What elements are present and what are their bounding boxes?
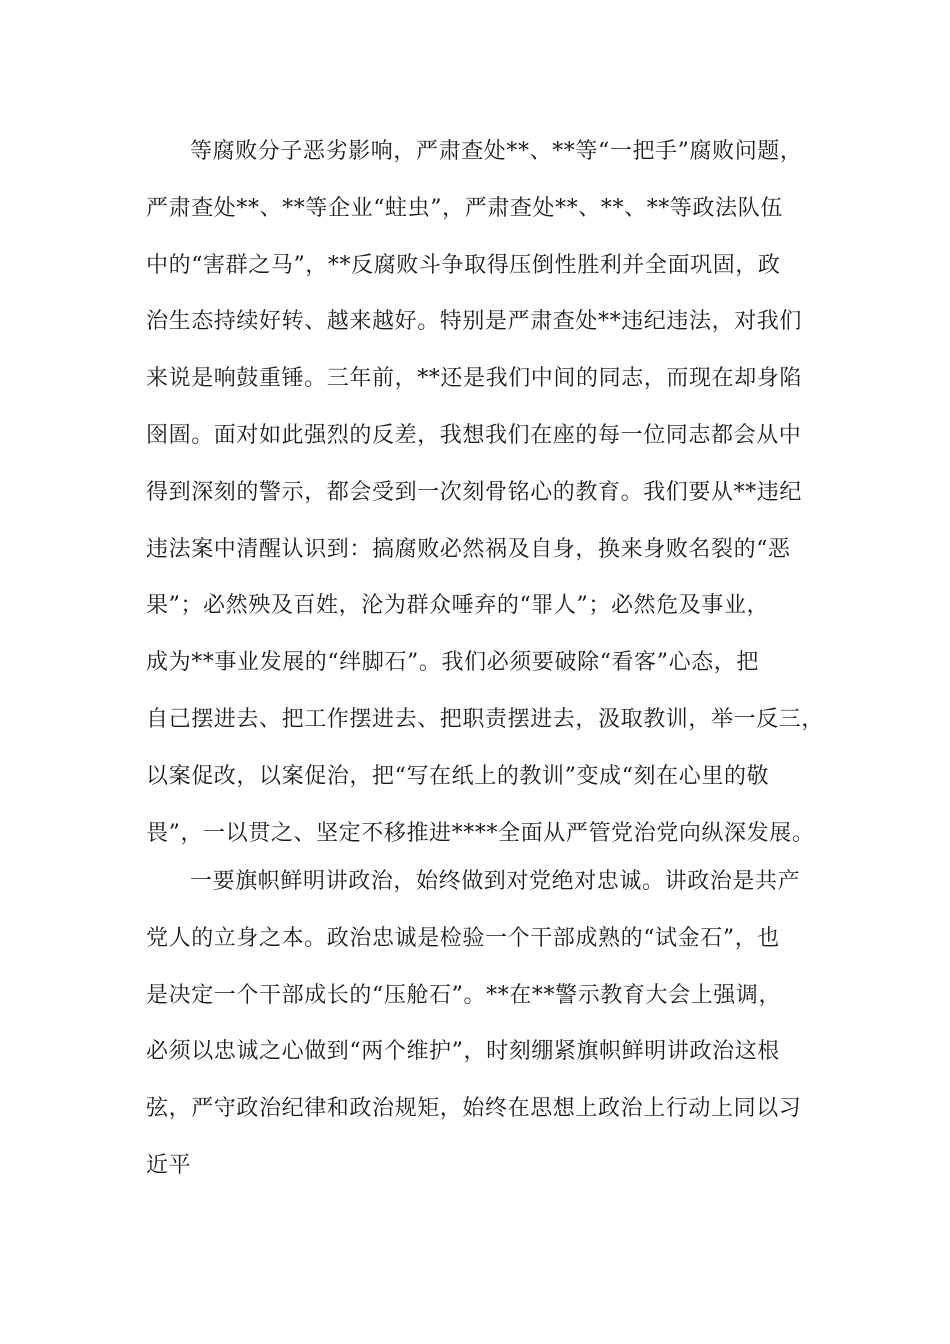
paragraph-2 — [146, 854, 822, 1195]
paragraph-line: 违法案中清醒认识到：搞腐败必然祸及自身，换来身败名裂的“恶 — [146, 536, 791, 562]
paragraph-line: 畏”，一以贯之、坚定不移推进****全面从严管党治党向纵深发展。 — [146, 820, 815, 846]
paragraph-line: 果”；必然殃及百姓，沦为群众唾弃的“罪人”；必然危及事业， — [146, 593, 770, 619]
paragraph-1 — [146, 124, 825, 862]
paragraph-line: 得到深刻的警示，都会受到一次刻骨铭心的教育。我们要从**违纪 — [146, 479, 803, 505]
paragraph-line: 弦，严守政治纪律和政治规矩，始终在思想上政治上行动上同以习 — [146, 1096, 802, 1122]
paragraph-line: 自己摆进去、把工作摆进去、把职责摆进去，汲取教训，举一反三， — [146, 706, 825, 732]
paragraph-line: 成为**事业发展的“绊脚石”。我们必须要破除“看客”心态，把 — [146, 650, 759, 676]
paragraph-line: 治生态持续好转、越来越好。特别是严肃查处**违纪违法，对我们 — [146, 309, 803, 335]
paragraph-line: 一要旗帜鲜明讲政治，始终做到对党绝对忠诚。讲政治是共产 — [190, 869, 801, 894]
paragraph-line: 囹圄。面对如此强烈的反差，我想我们在座的每一位同志都会从中 — [146, 422, 802, 448]
paragraph-line: 近平 — [146, 1152, 192, 1178]
paragraph-line: 等腐败分子恶劣影响，严肃查处**、**等“一把手”腐败问题， — [190, 139, 803, 164]
paragraph-line: 是决定一个干部成长的“压舱石”。**在**警示教育大会上强调， — [146, 982, 782, 1008]
paragraph-line: 党人的立身之本。政治忠诚是检验一个干部成熟的“试金石”，也 — [146, 925, 780, 951]
paragraph-line: 必须以忠诚之心做到“两个维护”，时刻绷紧旗帜鲜明讲政治这根 — [146, 1039, 780, 1065]
paragraph-line: 来说是响鼓重锤。三年前，**还是我们中间的同志，而现在却身陷 — [146, 366, 803, 392]
paragraph-line: 中的“害群之马”，**反腐败斗争取得压倒性胜利并全面巩固，政 — [146, 252, 781, 278]
paragraph-line: 以案促改，以案促治，把“写在纸上的教训”变成“刻在心里的敬 — [146, 763, 770, 789]
paragraph-line: 严肃查处**、**等企业“蛀虫”，严肃查处**、**、**等政法队伍 — [146, 195, 783, 221]
